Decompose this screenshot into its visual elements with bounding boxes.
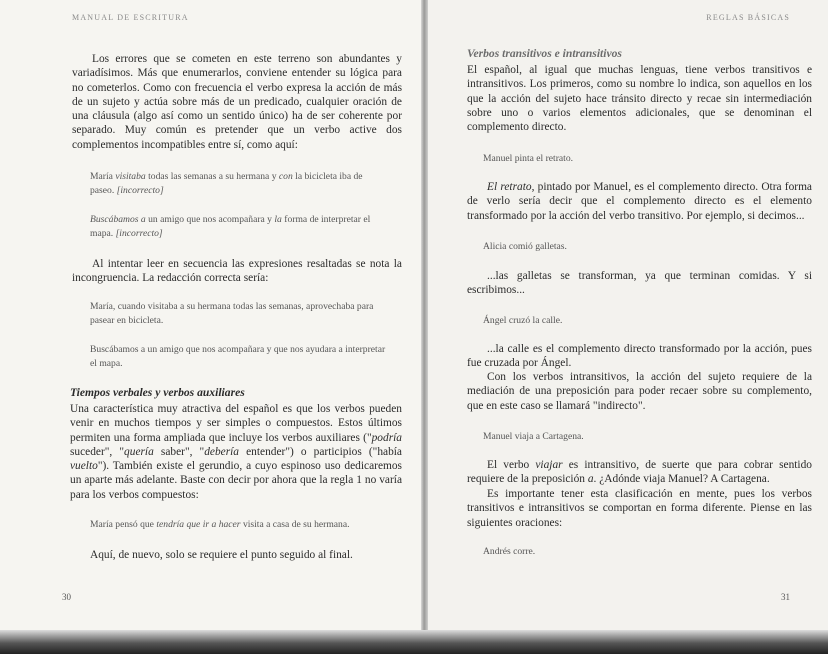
text-run: forma de interpretar el mapa. <box>90 214 371 239</box>
running-header: MANUAL DE ESCRITURA <box>72 13 189 22</box>
emphasis: El retrato <box>487 181 532 193</box>
section-heading: Tiempos verbales y verbos auxiliares <box>70 386 245 399</box>
emphasis: podría <box>371 431 402 444</box>
text-run: , pintado por Manuel, es el complemento directo. Otra forma de verlo sería decir que el complemento directo es el elemento transformado por la acción del verbo transitivo. Por ejemplo, si decimos... <box>467 181 812 222</box>
page-number: 31 <box>781 592 790 602</box>
paragraph: Al intentar leer en secuencia las expresiones resaltadas se nota la incongruencia. La redacción correcta sería: <box>72 258 402 285</box>
highlighted-word: visitaba <box>115 171 146 182</box>
paragraph: ...la calle es el complemento directo transformado por la acción, pues fue cruzada por Ángel. <box>467 343 812 370</box>
incorrect-tag: [incorrecto] <box>115 227 163 239</box>
highlighted-word: la <box>274 214 282 225</box>
text-run: saber", " <box>153 445 205 458</box>
text-run: entender") o participios ("había <box>239 445 402 458</box>
paragraph <box>467 180 812 223</box>
example-sentence: Buscábamos a un amigo que nos acompañara y que nos ayudara a interpretar el mapa. <box>90 344 386 369</box>
text-run: Una característica muy atractiva del español es que los verbos pueden venir en muchos tiempos y ser simples o compuestos. Estos últimos permiten una forma ampliada que incluye los verbos auxiliares (" <box>70 403 402 444</box>
highlighted-word: Buscábamos a <box>90 214 146 225</box>
page-number: 30 <box>62 592 71 602</box>
text-run: El verbo <box>487 459 536 471</box>
example-sentence: Manuel viaja a Cartagena. <box>483 431 584 442</box>
example-sentence: María, cuando visitaba a su hermana todas las semanas, aprovechaba para pasear en bicicleta. <box>90 301 374 326</box>
text-run: la bicicleta iba de paseo. <box>90 171 363 196</box>
text-run: visita a casa de su hermana. <box>240 519 350 530</box>
text-run: es intransitivo, de suerte que para cobrar sentido requiere de la preposición <box>467 459 812 486</box>
emphasis: a <box>587 473 594 486</box>
highlighted-word: con <box>278 171 293 182</box>
paragraph <box>467 458 812 487</box>
paragraph: ...las galletas se transforman, ya que terminan comidas. Y si escribimos... <box>467 270 812 297</box>
paragraph <box>70 402 402 502</box>
highlighted-word: tendría que ir a hacer <box>156 519 241 530</box>
example-sentence <box>90 213 386 240</box>
emphasis: vuelto <box>70 460 98 473</box>
paragraph: Aquí, de nuevo, solo se requiere el punto seguido al final. <box>90 549 353 561</box>
section-heading: Verbos transitivos e intransitivos <box>467 47 622 60</box>
text-run: "). También existe el gerundio, a cuyo espinoso uso dedicaremos un aparte más adelante. Baste con decir por ahora que la regla 1 no varía para los verbos compuestos: <box>70 460 402 501</box>
right-page <box>425 0 828 640</box>
text-run: María pensó que <box>90 519 157 530</box>
text-run: todas las semanas a su hermana y <box>145 171 279 182</box>
example-sentence: Alicia comió galletas. <box>483 241 567 252</box>
example-sentence: Ángel cruzó la calle. <box>483 315 563 326</box>
text-run: . ¿Adónde viaja Manuel? A Cartagena. <box>593 473 770 486</box>
text-run: María <box>90 171 116 182</box>
paragraph: El español, al igual que muchas lenguas, tiene verbos transitivos e intransitivos. Los primeros, como su nombre lo indica, son aquellos en los que la acción del sujeto hace tránsito directo y recae sin intermediación sobre uno o varios elementos adicionales, que se denominan el complemento directo. <box>467 64 812 134</box>
paragraph: Los errores que se cometen en este terreno son abundantes y variadísimos. Más que enumerarlos, conviene entender su lógica para no cometerlos. Como con frecuencia el verbo expresa la acción de más de un sujeto y actúa sobre más de un predicado, cualquier oración de una cláusula (algo así como un sentido único) ha de ser coherente por separado. Muy común es pretender que un verbo active dos complementos incompatibles entre sí, como aquí: <box>72 53 402 151</box>
example-sentence: Andrés corre. <box>483 546 536 557</box>
example-sentence <box>90 170 386 197</box>
book-gutter <box>421 0 428 640</box>
text-run: suceder", " <box>70 445 125 458</box>
scan-shadow <box>0 630 828 654</box>
emphasis: quería <box>124 445 154 458</box>
running-header: REGLAS BÁSICAS <box>706 13 790 22</box>
example-sentence <box>90 518 390 532</box>
paragraph: Es importante tener esta clasificación en mente, pues los verbos transitivos e intransitivos se comportan en forma diferente. Piense en las siguientes oraciones: <box>467 488 812 529</box>
paragraph: Con los verbos intransitivos, la acción del sujeto requiere de la mediación de una preposición para poder recaer sobre su complemento, que en este caso se llamará "indirecto". <box>467 371 812 412</box>
incorrect-tag: [incorrecto] <box>116 184 164 196</box>
emphasis: viajar <box>535 459 563 471</box>
text-run: un amigo que nos acompañara y <box>145 214 275 225</box>
emphasis: debería <box>204 445 239 458</box>
example-sentence: Manuel pinta el retrato. <box>483 153 574 164</box>
